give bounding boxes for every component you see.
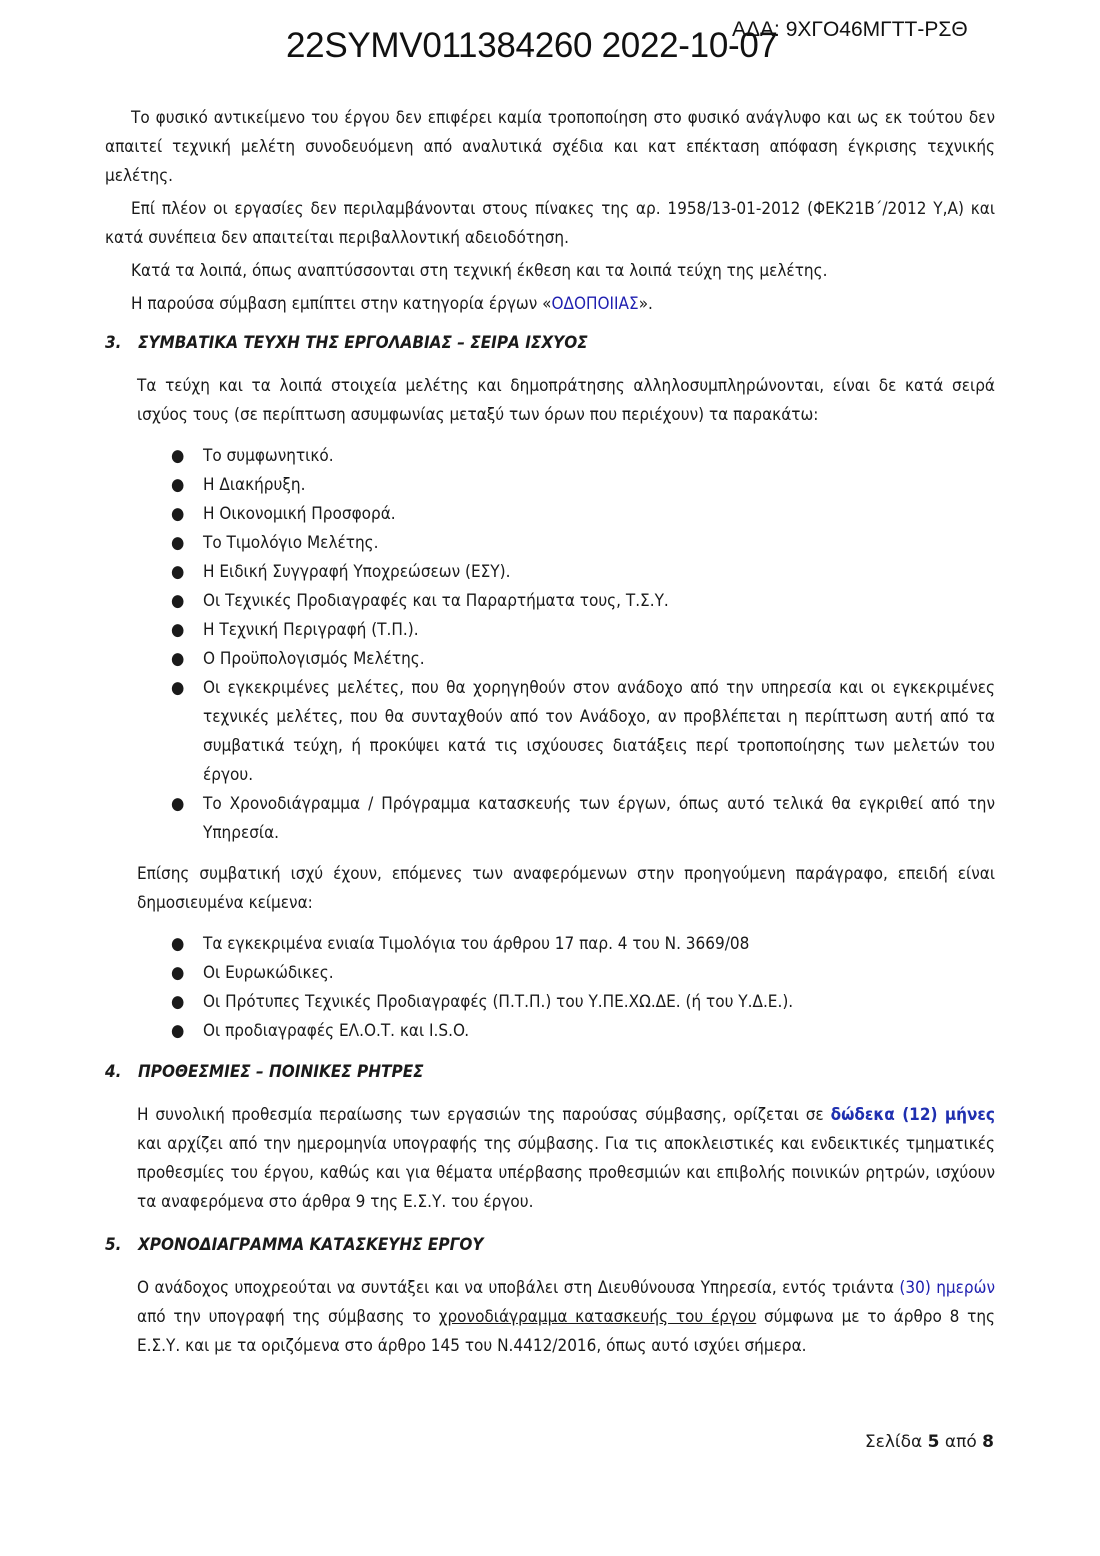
bullet-icon: ● [171, 992, 185, 1012]
intro-paragraph-2: Επί πλέον οι εργασίες δεν περιλαμβάνονται στους πίνακες της αρ. 1958/13-01-2012 (ΦΕΚ21Β΄/2012 Υ,Α) και κατά συνέπεια δεν απαιτείται περιβαλλοντική αδειοδότηση. [105, 199, 995, 248]
intro-paragraph-3: Κατά τα λοιπά, όπως αναπτύσσονται στη τεχνική έκθεση και τα λοιπά τεύχη της μελέτης. [131, 261, 828, 281]
bullet-icon: ● [171, 562, 185, 582]
section-5-paragraph: Ο ανάδοχος υποχρεούται να συντάξει και να υποβάλει στη Διευθύνουσα Υπηρεσία, εντός τριάντα (30) ημερών από την υπογραφή της σύμβασης το χρονοδιάγραμμα κατασκευής του έργου σύμφωνα με το άρθρο 8 της Ε.Σ.Υ. και με τα οριζόμενα στο άρθρο 145 του Ν.4412/2016, όπως αυτό ισχύει σήμερα. [137, 1278, 996, 1356]
category-text-after: ». [638, 294, 653, 314]
bullet-icon: ● [171, 1021, 185, 1041]
section-3-intro: Τα τεύχη και τα λοιπά στοιχεία μελέτης και δημοπράτησης αλληλοσυμπληρώνονται, είναι δε κατά σειρά ισχύος τους (σε περίπτωση ασυμφωνίας μεταξύ των όρων που περιέχουν) τα παρακάτω: [137, 376, 995, 425]
project-category: ΟΔΟΠΟΙΙΑΣ [551, 294, 639, 314]
bullet-icon: ● [171, 533, 185, 553]
section-3-heading [105, 329, 995, 358]
page-current: 5 [927, 1432, 940, 1452]
document-stamp-id: 22SYMV011384260 2022-10-07 [286, 26, 778, 65]
section-3-number: 3. [105, 333, 122, 353]
list-item: ● Τα εγκεκριμένα ενιαία Τιμολόγια του άρθρου 17 παρ. 4 του Ν. 3669/08 [171, 930, 995, 959]
page-total: 8 [982, 1432, 994, 1452]
list-item: ● Η Διακήρυξη. [171, 471, 995, 500]
list-item: ● Οι προδιαγραφές ΕΛ.Ο.Τ. και I.S.O. [171, 1017, 995, 1046]
bullet-icon: ● [171, 504, 185, 524]
list-item: ● Οι Πρότυπες Τεχνικές Προδιαγραφές (Π.Τ.Π.) του Υ.ΠΕ.ΧΩ.ΔΕ. (ή του Υ.Δ.Ε.). [171, 988, 995, 1017]
section-3-also-text: Επίσης συμβατική ισχύ έχουν, επόμενες των αναφερόμενων στην προηγούμενη παράγραφο, επειδή είναι δημοσιευμένα κείμενα: [137, 864, 995, 913]
ada-code: ΑΔΑ: 9ΧΓΟ46ΜΓΤΤ-ΡΣΘ [732, 18, 968, 41]
bullet-icon: ● [171, 934, 185, 954]
intro-paragraph-1: Το φυσικό αντικείμενο του έργου δεν επιφέρει καμία τροποποίηση στο φυσικό ανάγλυφο και ως εκ τούτου δεν απαιτεί τεχνική μελέτη συνοδευόμενη από αναλυτικά σχέδια και κατ επέκταση απόφαση έγκρισης τεχνικής μελέτης. [105, 108, 995, 186]
list-item: ● Η Τεχνική Περιγραφή (Τ.Π.). [171, 616, 995, 645]
bullet-icon: ● [171, 591, 185, 611]
bullet-icon: ● [171, 649, 185, 669]
document-body [105, 104, 995, 1361]
category-text-before: Η παρούσα σύμβαση εμπίπτει στην κατηγορία έργων « [131, 294, 552, 314]
list-item: ● Οι Ευρωκώδικες. [171, 959, 995, 988]
section-4-heading [105, 1058, 995, 1087]
published-documents-list [105, 930, 995, 1046]
list-item: ● Το Χρονοδιάγραμμα / Πρόγραμμα κατασκευής των έργων, όπως αυτό τελικά θα εγκριθεί από την Υπηρεσία. [171, 790, 995, 848]
list-item: ● Η Ειδική Συγγραφή Υποχρεώσεων (ΕΣΥ). [171, 558, 995, 587]
bullet-icon: ● [171, 794, 185, 814]
list-item: ● Οι εγκεκριμένες μελέτες, που θα χορηγηθούν στον ανάδοχο από την υπηρεσία και οι εγκεκριμένες τεχνικές μελέτες, που θα συνταχθούν από τον Ανάδοχο, αν προβλέπεται η περίπτωση αυτή από τα συμβατικά τεύχη, ή προκύψει κατά τις ισχύουσες διατάξεις περί τροποποίησης των μελετών του έργου. [171, 674, 995, 790]
intro-paragraph-4 [105, 290, 995, 319]
list-item: ● Η Οικονομική Προσφορά. [171, 500, 995, 529]
list-item: ● Το συμφωνητικό. [171, 442, 995, 471]
section-5-heading [105, 1231, 995, 1260]
page-of: από [944, 1432, 977, 1452]
bullet-icon: ● [171, 620, 185, 640]
days-highlight: (30) ημερών [899, 1278, 995, 1298]
section-5-number: 5. [105, 1235, 122, 1255]
bullet-icon: ● [171, 446, 185, 466]
list-item: ● Ο Προϋπολογισμός Μελέτης. [171, 645, 995, 674]
section-4-title: ΠΡΟΘΕΣΜΙΕΣ – ΠΟΙΝΙΚΕΣ ΡΗΤΡΕΣ [138, 1062, 424, 1082]
bullet-icon: ● [171, 678, 185, 698]
section-5-title: ΧΡΟΝΟΔΙΑΓΡΑΜΜΑ ΚΑΤΑΣΚΕΥΗΣ ΕΡΓΟΥ [138, 1235, 484, 1255]
list-item: ● Οι Τεχνικές Προδιαγραφές και τα Παραρτήματα τους, Τ.Σ.Υ. [171, 587, 995, 616]
bullet-icon: ● [171, 963, 185, 983]
list-item: ● Το Τιμολόγιο Μελέτης. [171, 529, 995, 558]
contract-documents-list [105, 442, 995, 848]
section-4-paragraph: Η συνολική προθεσμία περαίωσης των εργασιών της παρούσας σύμβασης, ορίζεται σε δώδεκα (12) μήνες και αρχίζει από την ημερομηνία υπογραφής της σύμβασης. Για τις αποκλειστικές και ενδεικτικές τμηματικές προθεσμίες του έργου, καθώς και για θέματα υπέρβασης προθεσμιών και επιβολής ποινικών ρητρών, ισχύουν τα αναφερόμενα στο άρθρα 9 της Ε.Σ.Υ. του έργου. [137, 1105, 995, 1212]
page-number [865, 1432, 994, 1452]
deadline-highlight: δώδεκα (12) μήνες [830, 1105, 995, 1125]
section-4-number: 4. [105, 1062, 122, 1082]
bullet-icon: ● [171, 475, 185, 495]
section-3-title: ΣΥΜΒΑΤΙΚΑ ΤΕΥΧΗ ΤΗΣ ΕΡΓΟΛΑΒΙΑΣ – ΣΕΙΡΑ ΙΣΧΥΟΣ [138, 333, 588, 353]
page-label: Σελίδα [864, 1432, 923, 1452]
schedule-underlined: χρονοδιάγραμμα κατασκευής του έργου [438, 1307, 757, 1327]
